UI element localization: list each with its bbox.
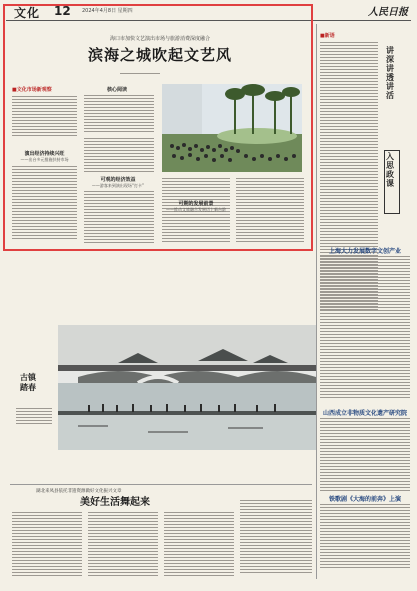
lead-body-col-2b (84, 138, 154, 174)
section-divider (10, 484, 312, 485)
section-name: 文化 (14, 6, 41, 20)
side-headline-1[interactable]: 上海大力发展数字文创产业 (328, 248, 401, 255)
bottom-body-3 (164, 512, 234, 578)
lead-headline[interactable]: 滨海之城吹起文艺风 (87, 46, 232, 64)
side-tag: ■新语 (320, 33, 335, 39)
lead-kicker: 海口市加快文艺演出市场与旅游消费深度融合 (109, 36, 210, 42)
bottom-kicker: 湖北来凤县依托非遗资源做好文化振兴文章 (36, 489, 122, 494)
side-body-3 (320, 418, 410, 493)
side-headline-3[interactable]: 铁歌剧《大海的前奔》上演 (328, 496, 401, 503)
subhead-core: 核心阅读 (106, 87, 127, 93)
newspaper-logo: 人民日报 (368, 7, 408, 18)
issue-date: 2024年4月8日 星期四 (82, 8, 133, 14)
side-body-2 (320, 256, 410, 400)
bottom-body-4 (240, 500, 312, 575)
bottom-headline[interactable]: 美好生活舞起来 (80, 497, 150, 508)
lead-photo (162, 84, 302, 172)
feature-caption (16, 408, 52, 426)
feature-photo (58, 325, 316, 450)
column-divider (316, 24, 317, 579)
page-number: 12 (54, 4, 71, 18)
side-headline-2[interactable]: 山西成立非物质文化遗产研究院 (322, 410, 407, 417)
lead-body-col-1 (12, 96, 77, 138)
subhead-1: 演出经济持续兴旺 (24, 151, 65, 157)
feature-vertical-title: 古镇踏春 (20, 372, 36, 392)
side-vertical-bracket-text: 入 思 政 课 (386, 151, 394, 188)
side-vertical-title: 讲深 讲透 讲活 (386, 45, 394, 100)
lead-body-col-4 (236, 178, 304, 244)
subhead-3-sub: ——推动文旅融合发展迈上新台阶 (166, 207, 226, 212)
lead-body-col-2c (84, 191, 154, 245)
bottom-body-2 (88, 512, 158, 578)
lead-byline (120, 72, 160, 77)
subhead-1-sub: ——出台多元措施扶持市场 (20, 157, 69, 162)
lead-body-col-1b (12, 166, 77, 241)
column-label: ■文化市场新观察 (12, 87, 52, 93)
lead-body-col-2 (84, 95, 154, 134)
subhead-2-sub: ——游客来到演出现场“打卡” (91, 183, 145, 188)
subhead-3: 可期的发展前景 (178, 201, 214, 207)
subhead-2: 可观的经济效益 (100, 177, 136, 183)
bottom-body-1 (12, 512, 82, 578)
side-body-4 (320, 504, 410, 570)
